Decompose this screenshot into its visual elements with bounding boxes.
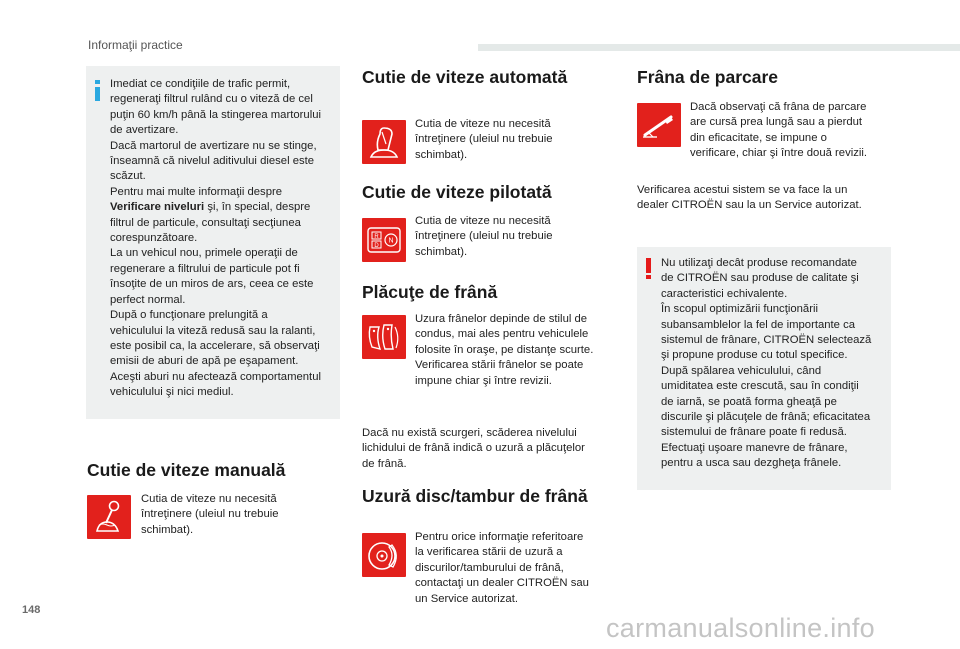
brake-pads-text: Uzura frânelor depinde de stilul de condus, mai ales pentru vehiculele folosite în oraşe, pe distanţe scurte. Verificarea stării frânelor se poate impune chiar şi între revizii. xyxy=(415,313,594,387)
info-note-text: Imediat ce condiţiile de trafic permit, regeneraţi filtrul rulând cu o viteză de cel puţin 60 km/h până la stingerea martorului de avertizare. Dacă martorul de avertizare nu se stinge, înseamnă că nivelul aditivului diesel este scăzut. Pentru mai multe informaţii despre Verificare niveluri şi, în special, despre filtrul de particule, consultaţi secţiunea corespunzătoare. La un vehicul nou, primele operaţii de regenerare a filtrului de particule pot fi însoţite de un miros de ars, ceea ce este perfect normal. După o funcţionare prelungită a vehiculului la viteză redusă sau la ralanti, este posibil ca, la accelerare, să observaţi emisii de aburi de apă pe eşapament. Aceşti aburi nu afectează comportamentul vehiculului şi nici mediul. xyxy=(110,78,321,399)
automatic-gear-selector-icon xyxy=(362,120,406,164)
section-header-label: Informaţii practice xyxy=(88,38,183,52)
warning-note-box xyxy=(637,247,891,490)
gear-letter-d: D xyxy=(374,243,379,249)
page-number: 148 xyxy=(22,604,41,616)
warning-note-text: Nu utilizaţi decât produse recomandate de CITROËN sau produse de calitate şi caracteristici echivalente. În scopul optimizării funcţionării subansamblelor la fel de importante ca sistemul de frânare, CITROËN selectează şi propune produse cu totul specifice. După spălarea vehiculului, când umiditatea este crescută, sau în condiţii de iarnă, se poată forma gheaţă pe discurile şi plăcuţele de frână; eficacitatea sistemului de frânare poate fi redusă. Efectuaţi uşoare manevre de frânare, pentru a usca sau dezgheţa frânele. xyxy=(661,257,872,470)
warning-icon xyxy=(644,258,654,280)
manual-gear-lever-icon xyxy=(87,495,131,539)
disc-wear-title: Uzură disc/tambur de frână xyxy=(362,486,588,506)
brake-disc-icon xyxy=(362,533,406,577)
manual-gearbox-title: Cutie de viteze manuală xyxy=(87,460,286,480)
parking-brake-title: Frâna de parcare xyxy=(637,67,779,87)
piloted-gearbox-title: Cutie de viteze pilotată xyxy=(362,182,552,202)
brake-pads-title: Plăcuţe de frână xyxy=(362,282,498,302)
automatic-gearbox-text: Cutia de viteze nu necesită întreţinere (uleiul nu trebuie schimbat). xyxy=(415,118,553,161)
gear-letter-r: R xyxy=(374,234,379,240)
watermark-text: carmanualsonline.info xyxy=(606,613,875,643)
automatic-gearbox-title: Cutie de viteze automată xyxy=(362,67,568,87)
info-icon xyxy=(92,80,104,102)
piloted-gearbox-icon xyxy=(362,218,406,262)
manual-gearbox-text: Cutia de viteze nu necesită întreţinere (uleiul nu trebuie schimbat). xyxy=(141,493,279,536)
disc-wear-text: Pentru orice informaţie referitoare la verificarea stării de uzură a discurilor/tamburului de frână, contactaţi un dealer CITROËN sau un Service autorizat. xyxy=(415,531,589,605)
header-accent-bar xyxy=(478,44,960,51)
info-note-box xyxy=(86,66,340,419)
brake-fluid-text: Dacă nu există scurgeri, scăderea nivelului lichidului de frână indică o uzură a plăcuţelor de frână. xyxy=(362,427,585,470)
parking-brake-lever-icon xyxy=(637,103,681,147)
parking-brake-service-text: Verificarea acestui sistem se va face la un dealer CITROËN sau la un Service autorizat. xyxy=(637,184,862,212)
gear-letter-n: N xyxy=(388,237,394,245)
piloted-gearbox-text: Cutia de viteze nu necesită întreţinere (uleiul nu trebuie schimbat). xyxy=(415,215,553,258)
brake-pads-icon xyxy=(362,315,406,359)
levels-check-reference: Verificare niveluri xyxy=(110,201,205,214)
parking-brake-text: Dacă observaţi că frâna de parcare are cursă prea lungă sau a pierdut din eficacitate, se impune o verificare, chiar şi între două revizii. xyxy=(690,101,868,160)
